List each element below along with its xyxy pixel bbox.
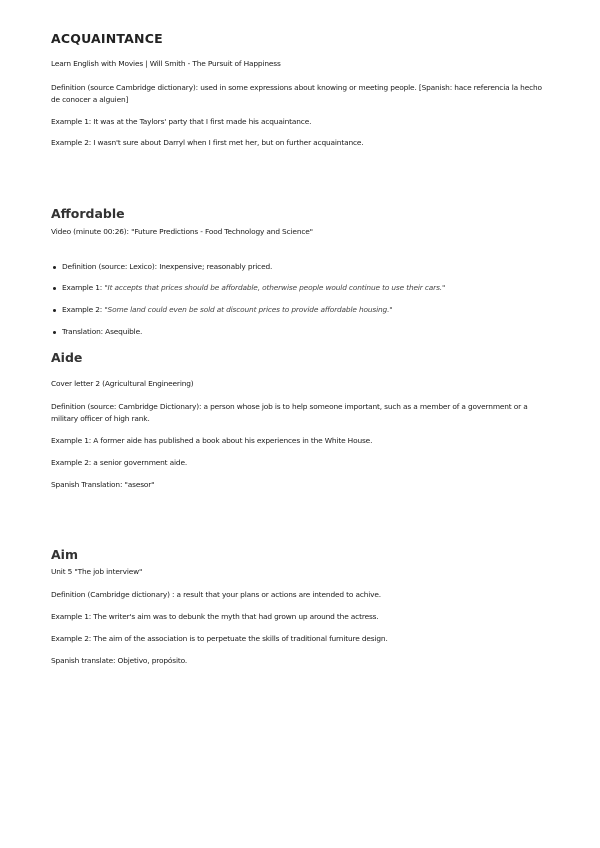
entry-title: ACQUAINTANCE (51, 31, 163, 46)
item-label: Example 1: (62, 283, 105, 292)
entry-definition: Definition (source: Cambridge Dictionary): a person whose job is to help someone important, such as a member of a government or a military officer of high rank. (51, 402, 528, 423)
item-label: Example 2: (62, 305, 105, 314)
item-label: Definition (source: Lexico): Inexpensive; reasonably priced. (62, 262, 273, 271)
entry-example-1: Example 1: A former aide has published a book about his experiences in the White House. (51, 436, 373, 445)
entry-title: Aim (51, 547, 78, 562)
bullet-icon (53, 266, 56, 269)
item-label: Translation: Asequible. (62, 327, 143, 336)
entry-example-1: Example 1: The writer's aim was to debunk the myth that had grown up around the actress. (51, 612, 379, 621)
entry-title: Affordable (51, 206, 125, 221)
item-quote: "It accepts that prices should be affordable, otherwise people would continue to use their cars." (104, 283, 446, 292)
entry-example-2: Example 2: a senior government aide. (51, 458, 188, 467)
entry-translation: Spanish Translation: "asesor" (51, 480, 155, 489)
entry-definition: Definition (Cambridge dictionary) : a result that your plans or actions are intended to achive. (51, 590, 381, 599)
entry-source: Video (minute 00:26): "Future Predictions - Food Technology and Science" (51, 227, 313, 236)
bullet-icon (53, 309, 56, 312)
entry-title: Aide (51, 350, 83, 365)
entry-definition: Definition (source Cambridge dictionary): used in some expressions about knowing or meeting people. [Spanish: hace referencia la hecho de conocer a alguien] (51, 83, 542, 104)
entry-translation: Spanish translate: Objetivo, propósito. (51, 656, 188, 665)
entry-example-1: Example 1: It was at the Taylors' party that I first made his acquaintance. (51, 117, 312, 126)
item-quote: "Some land could even be sold at discount prices to provide affordable housing." (104, 305, 393, 314)
entry-example-2: Example 2: The aim of the association is to perpetuate the skills of traditional furniture design. (51, 634, 388, 643)
entry-source: Cover letter 2 (Agricultural Engineering) (51, 379, 194, 388)
entry-example-2: Example 2: I wasn't sure about Darryl when I first met her, but on further acquaintance. (51, 138, 364, 147)
bullet-icon (53, 331, 56, 334)
entry-source: Learn English with Movies | Will Smith - The Pursuit of Happiness (51, 59, 281, 68)
bullet-icon (53, 287, 56, 290)
entry-source: Unit 5 "The job interview" (51, 567, 143, 576)
